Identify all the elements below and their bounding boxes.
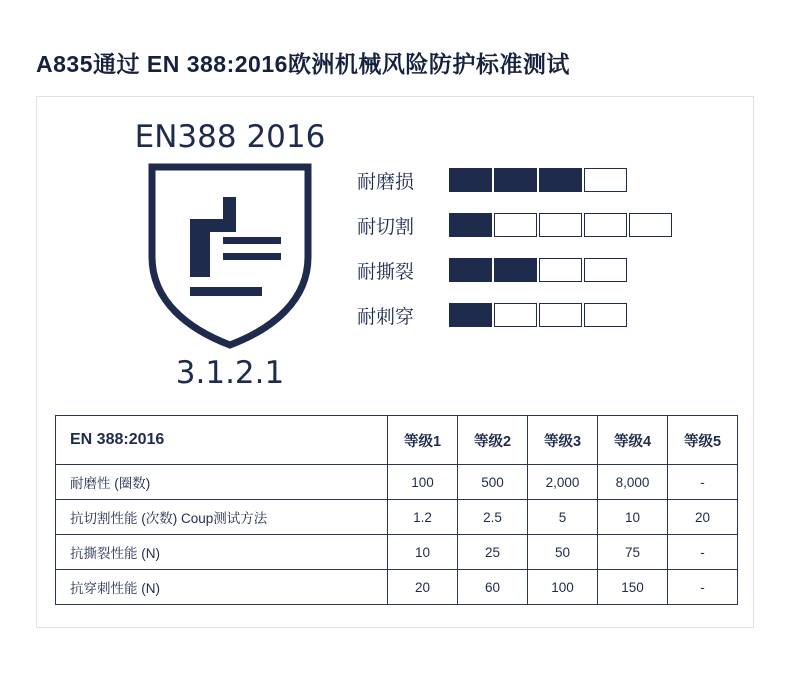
en388-badge bbox=[115, 119, 345, 391]
table-cell-value: 150 bbox=[598, 570, 668, 605]
table-cell-name: 抗撕裂性能 (N) bbox=[56, 535, 388, 570]
table-cell-value: 10 bbox=[598, 500, 668, 535]
table-header-cell: 等级5 bbox=[668, 416, 738, 465]
bar-label: 耐切割 bbox=[357, 216, 415, 238]
table-row bbox=[56, 465, 738, 500]
spec-table bbox=[55, 415, 738, 605]
bar-segment bbox=[494, 258, 537, 282]
rating-bars bbox=[357, 167, 717, 347]
bar-label: 耐刺穿 bbox=[357, 306, 415, 328]
bar-segment bbox=[584, 303, 627, 327]
table-cell-value: - bbox=[668, 570, 738, 605]
spec-table-body bbox=[56, 465, 738, 605]
table-row bbox=[56, 570, 738, 605]
bar-segment bbox=[449, 168, 492, 192]
spec-table-wrap bbox=[55, 415, 737, 605]
table-row bbox=[56, 500, 738, 535]
table-cell-value: - bbox=[668, 535, 738, 570]
bar-row-puncture bbox=[357, 302, 717, 328]
table-cell-name: 耐磨性 (圈数) bbox=[56, 465, 388, 500]
bar-segment bbox=[539, 303, 582, 327]
table-cell-value: 20 bbox=[388, 570, 458, 605]
spec-table-head bbox=[56, 416, 738, 465]
bar-segment bbox=[539, 168, 582, 192]
bar-segment bbox=[494, 303, 537, 327]
table-header-cell: EN 388:2016 bbox=[56, 416, 388, 465]
bar-segment bbox=[494, 213, 537, 237]
en388-rating-code: 3.1.2.1 bbox=[175, 355, 285, 391]
bar-row-tear bbox=[357, 257, 717, 283]
bar-track bbox=[449, 303, 629, 327]
en388-standard-label: EN388 2016 bbox=[134, 119, 326, 155]
bar-segment bbox=[449, 303, 492, 327]
bar-label: 耐磨损 bbox=[357, 171, 415, 193]
bar-track bbox=[449, 213, 674, 237]
table-cell-value: 500 bbox=[458, 465, 528, 500]
table-cell-value: 20 bbox=[668, 500, 738, 535]
table-cell-value: 2.5 bbox=[458, 500, 528, 535]
bar-segment bbox=[629, 213, 672, 237]
bar-segment bbox=[584, 168, 627, 192]
table-header-cell: 等级1 bbox=[388, 416, 458, 465]
table-cell-name: 抗切割性能 (次数) Coup测试方法 bbox=[56, 500, 388, 535]
table-header-row bbox=[56, 416, 738, 465]
table-cell-value: 8,000 bbox=[598, 465, 668, 500]
table-cell-value: 1.2 bbox=[388, 500, 458, 535]
table-cell-value: 100 bbox=[528, 570, 598, 605]
table-cell-name: 抗穿刺性能 (N) bbox=[56, 570, 388, 605]
table-cell-value: 100 bbox=[388, 465, 458, 500]
table-header-cell: 等级2 bbox=[458, 416, 528, 465]
bar-segment bbox=[449, 213, 492, 237]
spec-card bbox=[36, 96, 754, 628]
bar-row-cut bbox=[357, 212, 717, 238]
bar-track bbox=[449, 168, 629, 192]
bar-row-abrasion bbox=[357, 167, 717, 193]
table-header-cell: 等级3 bbox=[528, 416, 598, 465]
table-cell-value: 50 bbox=[528, 535, 598, 570]
bar-segment bbox=[584, 213, 627, 237]
bar-segment bbox=[449, 258, 492, 282]
bar-segment bbox=[584, 258, 627, 282]
bar-label: 耐撕裂 bbox=[357, 261, 415, 283]
bar-segment bbox=[539, 213, 582, 237]
bar-track bbox=[449, 258, 629, 282]
table-cell-value: 60 bbox=[458, 570, 528, 605]
bar-segment bbox=[539, 258, 582, 282]
page-title: A835通过 EN 388:2016欧洲机械风险防护标准测试 bbox=[36, 51, 570, 77]
table-cell-value: 10 bbox=[388, 535, 458, 570]
table-cell-value: 5 bbox=[528, 500, 598, 535]
bar-segment bbox=[494, 168, 537, 192]
table-row bbox=[56, 535, 738, 570]
table-cell-value: 25 bbox=[458, 535, 528, 570]
table-header-cell: 等级4 bbox=[598, 416, 668, 465]
table-cell-value: 2,000 bbox=[528, 465, 598, 500]
table-cell-value: - bbox=[668, 465, 738, 500]
shield-hand-icon bbox=[146, 161, 314, 351]
table-cell-value: 75 bbox=[598, 535, 668, 570]
